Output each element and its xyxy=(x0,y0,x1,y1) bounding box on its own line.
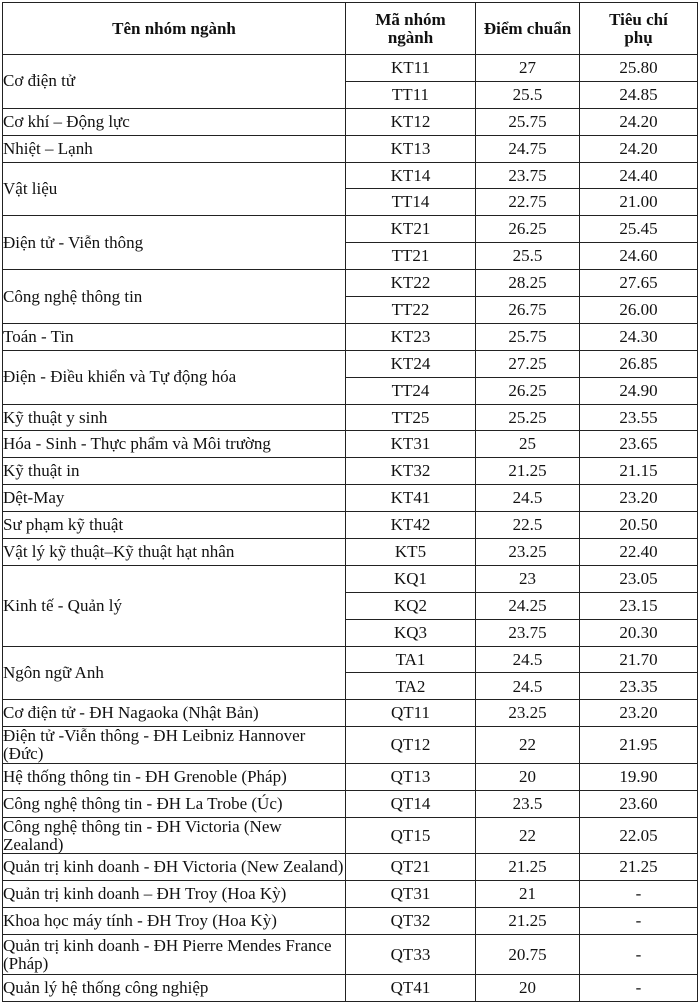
program-code: TT22 xyxy=(346,297,476,324)
cutoff-score: 24.5 xyxy=(476,485,580,512)
tiebreak-score: - xyxy=(580,881,698,908)
program-name: Vật lý kỹ thuật–Kỹ thuật hạt nhân xyxy=(3,539,346,566)
program-name: Kỹ thuật y sinh xyxy=(3,404,346,431)
tiebreak-score: 23.65 xyxy=(580,431,698,458)
program-name: Hệ thống thông tin - ĐH Grenoble (Pháp) xyxy=(3,763,346,790)
tiebreak-score: 23.15 xyxy=(580,592,698,619)
header-tiebreak xyxy=(580,3,698,55)
program-code: QT41 xyxy=(346,975,476,1002)
cutoff-score: 22 xyxy=(476,817,580,854)
table-row xyxy=(3,935,698,975)
program-code: QT33 xyxy=(346,935,476,975)
program-name: Điện tử -Viễn thông - ĐH Leibniz Hannover (Đức) xyxy=(3,727,346,764)
program-name: Điện tử - Viễn thông xyxy=(3,216,346,270)
tiebreak-score: 24.40 xyxy=(580,162,698,189)
tiebreak-score: 21.15 xyxy=(580,458,698,485)
tiebreak-score: 22.05 xyxy=(580,817,698,854)
table-row xyxy=(3,216,698,243)
tiebreak-score: 21.70 xyxy=(580,646,698,673)
cutoff-score: 21.25 xyxy=(476,458,580,485)
cutoff-score: 25.5 xyxy=(476,81,580,108)
program-name: Quản trị kinh doanh – ĐH Troy (Hoa Kỳ) xyxy=(3,881,346,908)
cutoff-score: 21.25 xyxy=(476,854,580,881)
table-row xyxy=(3,881,698,908)
cutoff-score: 24.75 xyxy=(476,135,580,162)
cutoff-score: 27 xyxy=(476,55,580,82)
table-row xyxy=(3,512,698,539)
tiebreak-score: 24.90 xyxy=(580,377,698,404)
cutoff-score: 20 xyxy=(476,763,580,790)
program-code: KT42 xyxy=(346,512,476,539)
cutoff-score: 23.75 xyxy=(476,619,580,646)
table-row xyxy=(3,817,698,854)
program-code: QT14 xyxy=(346,790,476,817)
program-code: TT14 xyxy=(346,189,476,216)
table-row xyxy=(3,270,698,297)
program-name: Quản trị kinh doanh - ĐH Victoria (New Zealand) xyxy=(3,854,346,881)
program-name: Nhiệt – Lạnh xyxy=(3,135,346,162)
tiebreak-score: 21.95 xyxy=(580,727,698,764)
table-row xyxy=(3,323,698,350)
program-name: Điện - Điều khiển và Tự động hóa xyxy=(3,350,346,404)
program-code: QT15 xyxy=(346,817,476,854)
table-row xyxy=(3,55,698,82)
program-code: TA1 xyxy=(346,646,476,673)
program-name: Công nghệ thông tin - ĐH La Trobe (Úc) xyxy=(3,790,346,817)
tiebreak-score: 20.30 xyxy=(580,619,698,646)
cutoff-score: 22 xyxy=(476,727,580,764)
program-name: Công nghệ thông tin - ĐH Victoria (New Zealand) xyxy=(3,817,346,854)
tiebreak-score: 26.00 xyxy=(580,297,698,324)
tiebreak-score: 23.60 xyxy=(580,790,698,817)
cutoff-score: 25.75 xyxy=(476,323,580,350)
program-code: KQ2 xyxy=(346,592,476,619)
table-row xyxy=(3,135,698,162)
tiebreak-score: 19.90 xyxy=(580,763,698,790)
table-row xyxy=(3,485,698,512)
cutoff-score: 21.25 xyxy=(476,908,580,935)
header-code xyxy=(346,3,476,55)
table-row xyxy=(3,565,698,592)
header-row xyxy=(3,3,698,55)
program-code: QT31 xyxy=(346,881,476,908)
program-name: Cơ khí – Động lực xyxy=(3,108,346,135)
cutoff-score: 23.25 xyxy=(476,539,580,566)
tiebreak-score: 23.35 xyxy=(580,673,698,700)
cutoff-score: 23.75 xyxy=(476,162,580,189)
tiebreak-score: - xyxy=(580,975,698,1002)
program-code: TT25 xyxy=(346,404,476,431)
program-name: Cơ điện tử xyxy=(3,55,346,109)
program-code: KT12 xyxy=(346,108,476,135)
cutoff-score: 24.25 xyxy=(476,592,580,619)
table-row xyxy=(3,162,698,189)
tiebreak-score: 23.55 xyxy=(580,404,698,431)
program-code: QT12 xyxy=(346,727,476,764)
program-code: QT13 xyxy=(346,763,476,790)
table-row xyxy=(3,790,698,817)
program-name: Kinh tế - Quản lý xyxy=(3,565,346,646)
table-row xyxy=(3,108,698,135)
tiebreak-score: 24.30 xyxy=(580,323,698,350)
tiebreak-score: 21.00 xyxy=(580,189,698,216)
cutoff-score: 23.25 xyxy=(476,700,580,727)
header-code-text: Mã nhóm ngành xyxy=(375,9,446,47)
cutoff-score: 22.75 xyxy=(476,189,580,216)
header-name: Tên nhóm ngành xyxy=(3,3,346,55)
program-name: Ngôn ngữ Anh xyxy=(3,646,346,700)
program-name: Hóa - Sinh - Thực phẩm và Môi trường xyxy=(3,431,346,458)
program-code: KT21 xyxy=(346,216,476,243)
program-name: Cơ điện tử - ĐH Nagaoka (Nhật Bản) xyxy=(3,700,346,727)
tiebreak-score: 21.25 xyxy=(580,854,698,881)
tiebreak-score: 24.60 xyxy=(580,243,698,270)
tiebreak-score: 25.45 xyxy=(580,216,698,243)
tiebreak-score: - xyxy=(580,908,698,935)
program-code: KT13 xyxy=(346,135,476,162)
program-code: KT5 xyxy=(346,539,476,566)
cutoff-score: 21 xyxy=(476,881,580,908)
program-code: QT21 xyxy=(346,854,476,881)
cutoff-score: 20.75 xyxy=(476,935,580,975)
tiebreak-score: 24.20 xyxy=(580,108,698,135)
table-row xyxy=(3,700,698,727)
tiebreak-score: 23.05 xyxy=(580,565,698,592)
tiebreak-score: 27.65 xyxy=(580,270,698,297)
program-code: KT32 xyxy=(346,458,476,485)
program-code: KQ3 xyxy=(346,619,476,646)
cutoff-score: 26.25 xyxy=(476,377,580,404)
program-code: KQ1 xyxy=(346,565,476,592)
program-name: Sư phạm kỹ thuật xyxy=(3,512,346,539)
table-row xyxy=(3,727,698,764)
tiebreak-score: 23.20 xyxy=(580,700,698,727)
tiebreak-score: 25.80 xyxy=(580,55,698,82)
cutoff-score: 28.25 xyxy=(476,270,580,297)
program-code: TT11 xyxy=(346,81,476,108)
program-name: Quản lý hệ thống công nghiệp xyxy=(3,975,346,1002)
program-name: Kỹ thuật in xyxy=(3,458,346,485)
cutoff-score: 25.25 xyxy=(476,404,580,431)
program-name: Khoa học máy tính - ĐH Troy (Hoa Kỳ) xyxy=(3,908,346,935)
header-score: Điểm chuẩn xyxy=(476,3,580,55)
program-code: KT14 xyxy=(346,162,476,189)
table-row xyxy=(3,975,698,1002)
cutoff-score: 25 xyxy=(476,431,580,458)
table-row xyxy=(3,908,698,935)
tiebreak-score: 24.20 xyxy=(580,135,698,162)
program-code: QT32 xyxy=(346,908,476,935)
cutoff-score: 23 xyxy=(476,565,580,592)
program-code: TA2 xyxy=(346,673,476,700)
cutoff-score: 26.25 xyxy=(476,216,580,243)
cutoff-score: 20 xyxy=(476,975,580,1002)
program-code: TT21 xyxy=(346,243,476,270)
program-name: Công nghệ thông tin xyxy=(3,270,346,324)
admission-score-table xyxy=(2,2,698,1002)
table-row xyxy=(3,646,698,673)
program-code: KT22 xyxy=(346,270,476,297)
tiebreak-score: 23.20 xyxy=(580,485,698,512)
header-tiebreak-text: Tiêu chí phụ xyxy=(609,9,668,47)
program-code: KT11 xyxy=(346,55,476,82)
program-name: Dệt-May xyxy=(3,485,346,512)
program-code: QT11 xyxy=(346,700,476,727)
program-code: KT23 xyxy=(346,323,476,350)
cutoff-score: 26.75 xyxy=(476,297,580,324)
program-name: Quản trị kinh doanh - ĐH Pierre Mendes France (Pháp) xyxy=(3,935,346,975)
cutoff-score: 27.25 xyxy=(476,350,580,377)
program-code: TT24 xyxy=(346,377,476,404)
table-row xyxy=(3,458,698,485)
tiebreak-score: - xyxy=(580,935,698,975)
table-row xyxy=(3,854,698,881)
program-name: Vật liệu xyxy=(3,162,346,216)
tiebreak-score: 24.85 xyxy=(580,81,698,108)
program-code: KT24 xyxy=(346,350,476,377)
program-code: KT31 xyxy=(346,431,476,458)
table-body xyxy=(3,55,698,1002)
tiebreak-score: 20.50 xyxy=(580,512,698,539)
cutoff-score: 24.5 xyxy=(476,646,580,673)
cutoff-score: 25.5 xyxy=(476,243,580,270)
cutoff-score: 22.5 xyxy=(476,512,580,539)
table-row xyxy=(3,350,698,377)
table-row xyxy=(3,431,698,458)
table-row xyxy=(3,539,698,566)
cutoff-score: 23.5 xyxy=(476,790,580,817)
program-code: KT41 xyxy=(346,485,476,512)
tiebreak-score: 26.85 xyxy=(580,350,698,377)
table-row xyxy=(3,404,698,431)
tiebreak-score: 22.40 xyxy=(580,539,698,566)
cutoff-score: 24.5 xyxy=(476,673,580,700)
program-name: Toán - Tin xyxy=(3,323,346,350)
cutoff-score: 25.75 xyxy=(476,108,580,135)
table-row xyxy=(3,763,698,790)
